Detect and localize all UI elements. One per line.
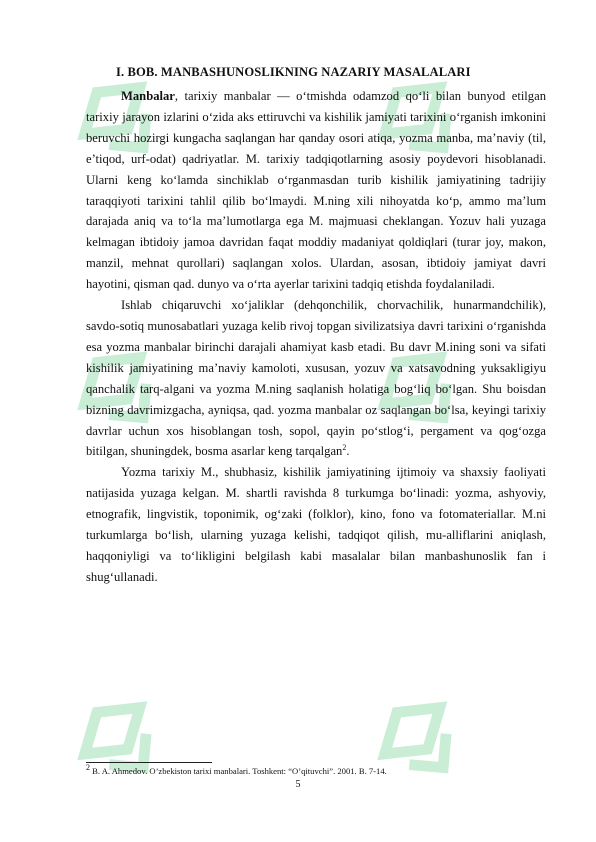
footnote bbox=[86, 763, 387, 777]
paragraph-1 bbox=[86, 86, 546, 295]
paragraph-tail: . bbox=[346, 444, 350, 459]
paragraph-2 bbox=[86, 295, 546, 462]
paragraph-3 bbox=[86, 462, 546, 587]
chapter-heading: I. BOB. MANBASHUNOSLIKNING NAZARIY MASALALARI bbox=[116, 65, 471, 79]
footnote-mark: 2 bbox=[86, 763, 90, 773]
page-number: 5 bbox=[295, 779, 301, 790]
footnote-text: B. A. Ahmedov. O’zbekiston tarixi manbalari. Toshkent: “O’qituvchi”. 2001. B. 7-14. bbox=[90, 766, 387, 776]
footnote-reference[interactable]: 2 bbox=[342, 443, 347, 453]
document-body bbox=[86, 62, 546, 588]
footnote-divider bbox=[86, 762, 212, 763]
paragraph-lead-term: Manbalar bbox=[121, 89, 175, 103]
paragraph-text: Ishlab chiqaruvchi xo‘jaliklar (dehqonchilik, chorvachilik, hunarmandchilik), savdo-sotiq munosabatlari yuzaga kelib rivoj topgan sivilizatsiya davri tarixini o‘rganishda esa yozma manbalar birinchi darajali ahamiyat kasb etadi. Bu davr M.ining soni va sifati kishilik jamiyatining ma’naviy kamoloti, xususan, yozuv va xatsavodning yuksakligiyu qanchalik tarq-algani va yozma M.ning saqlanish holatiga bog‘liq bo‘lgan. Shu boisdan bizning davrimizgacha, ayniqsa, qad. yozma manbalar oz saqlangan bo‘lsa, keyingi tarixiy davrlar uchun xos hisoblangan tosh, sopol, qayin po‘stlog‘i, pergament va qog‘ozga bitilgan, shuningdek, bosma asarlar keng tarqalgan bbox=[86, 298, 546, 459]
paragraph-text: , tarixiy manbalar — o‘tmishda odamzod qo‘li bilan bunyod etilgan tarixiy jarayon izlarini o‘zida aks ettiruvchi va kishilik jamiyati tarixini o‘rganish imkonini beruvchi hozirgi kungacha saqlangan har qanday osori atiqa, yozma manba, ma’naviy (til, e’tiqod, urf-odat) qadriyatlar. M. tarixiy tadqiqotlarning asosiy poydevori hisoblanadi. Ularni keng ko‘lamda sinchiklab o‘rganmasdan turib kishilik jamiyatining tadrijiy taraqqiyoti tarixini tahlil qilib bo‘lmaydi. M.ning xili nihoyatda ko‘p, ammo ma’lum darajada aniq va to‘la ma’lumotlarga ega M. majmuasi cheklangan. Yozuv hali yuzaga kelmagan ibtidoiy jamoa davridan faqat moddiy madaniyat qoldiqlari (turar joy, makon, manzil, mehnat qurollari) saqlangan xolos. Ulardan, asosan, ibtidoiy jamiyat davri hayotini, qisman qad. dunyo va o‘rta ayerlar tarixini tadqiq etishda foydalaniladi. bbox=[86, 89, 546, 292]
paragraph-text: Yozma tarixiy M., shubhasiz, kishilik jamiyatining ijtimoiy va shaxsiy faoliyati natijasida yuzaga kelgan. M. shartli ravishda 8 turkumga bo‘linadi: yozma, ashyoviy, etnografik, lingvistik, toponimik, og‘zaki (folklor), kino, fono va fotomateriallar. M.ni turkumlarga bo‘lish, ularning yuzaga kelishi, tadqiqot qilish, mu-alliflarini aniqlash, haqqoniyligi va to‘likligini belgilash kabi masalalar bilan manbashunoslik fan i shug‘ullanadi. bbox=[86, 465, 546, 584]
